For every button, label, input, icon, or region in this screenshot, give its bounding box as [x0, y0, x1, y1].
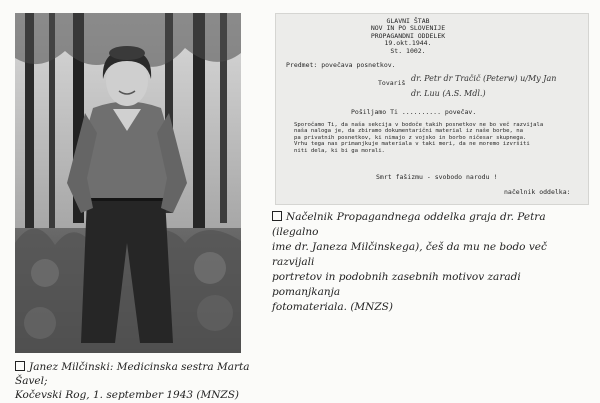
body-line-5: niti dela, ki bi ga morali.	[294, 147, 385, 154]
body-line-2: naša naloga je, da zbiramo dokumentarični material iz naše borbe, na	[294, 128, 524, 135]
body-line-3: pa privatnih posnetkov, ki nimajo z vojsko in borbo ničesar skupnega.	[294, 134, 527, 141]
photo-caption-line-2: Kočevski Rog, 1. september 1943 (MNZS)	[15, 389, 240, 401]
photo-caption	[15, 360, 265, 402]
nurse-portrait-illustration	[15, 13, 241, 353]
document-salutation: Tovariš	[378, 79, 406, 87]
document-signature: načelnik oddelka:	[504, 188, 571, 196]
body-line-4: Vrhu tega nas primanjkuje materiala v taki meri, da ne moremo izvršiti	[294, 141, 530, 148]
portrait-photo	[15, 13, 241, 353]
document-scan	[275, 13, 589, 205]
caption-square-icon	[272, 211, 282, 221]
document-body	[294, 122, 543, 154]
document-caption-line-1: Načelnik Propagandnega oddelka graja dr. Petra (ilegalno	[272, 211, 546, 238]
document-closing: Smrt fašizmu - svobodo narodu !	[376, 173, 498, 181]
handwritten-note-2: dr. Luu (A.S. Mdl.)	[411, 89, 486, 98]
header-line-2: NOV IN PO SLOVENIJE	[370, 24, 446, 33]
header-line-4: 19.okt.1944.	[384, 39, 432, 48]
document-header	[348, 18, 468, 55]
photo-caption-line-1: Janez Milčinski: Medicinska sestra Marta Šavel;	[15, 361, 250, 387]
body-line-1: Sporočamo Ti, da naša sekcija v bodoče takih posnetkov ne bo več razvijala	[294, 122, 544, 128]
caption-square-icon	[15, 361, 25, 371]
handwritten-note-1: dr. Petr dr Tračič (Peterw) u/My Jan	[411, 74, 557, 83]
document-caption-line-4: fotomateriala. (MNZS)	[272, 301, 393, 313]
document-subject: Predmet: povečava posnetkov.	[286, 61, 396, 69]
header-line-5: St. 1002.	[390, 46, 426, 55]
document-sending-line: Pošiljamo Ti .......... povečav.	[351, 108, 477, 116]
header-line-1: GLAVNI ŠTAB	[386, 17, 430, 25]
document-caption-line-3: portretov in podobnih zasebnih motivov zaradi pomanjkanja	[272, 271, 521, 298]
document-caption	[272, 210, 590, 315]
header-line-3: PROPAGANDNI ODDELEK	[370, 31, 446, 40]
document-caption-line-2: ime dr. Janeza Milčinskega), češ da mu ne bodo več razvijali	[272, 241, 547, 268]
